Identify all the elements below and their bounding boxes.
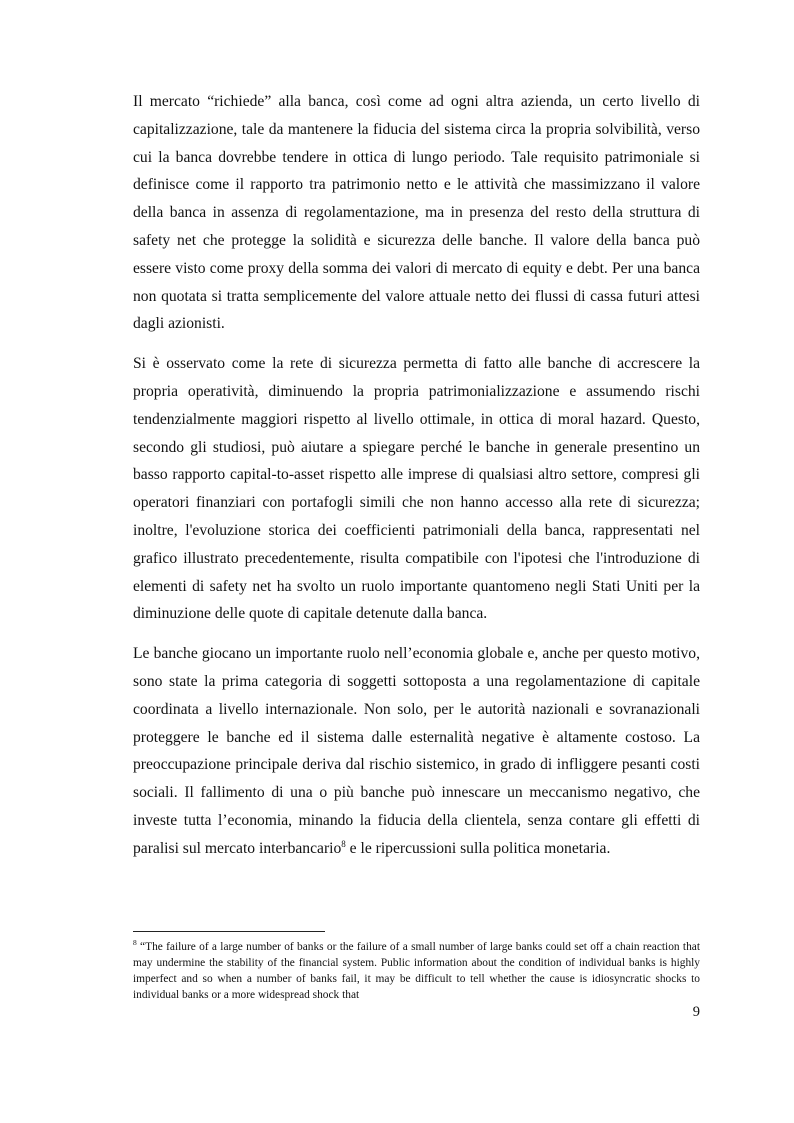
footnote — [133, 940, 700, 1004]
paragraph-capitalization: Il mercato “richiede” alla banca, così come ad ogni altra azienda, un certo livello di capitalizzazione, tale da mantenere la fiducia del sistema circa la propria solvibilità, verso cui la banca dovrebbe tendere in ottica di lungo periodo. Tale requisito patrimoniale si definisce come il rapporto tra patrimonio netto e le attività che massimizzano il valore della banca in assenza di regolamentazione, ma in presenza del resto della struttura di safety net che protegge la solidità e sicurezza delle banche. Il valore della banca può essere visto come proxy della somma dei valori di mercato di equity e debt. Per una banca non quotata si tratta semplicemente del valore attuale netto dei flussi di cassa futuri attesi dagli azionisti. — [133, 93, 700, 333]
page-number: 9 — [692, 1004, 700, 1020]
paragraph-safety-net: Si è osservato come la rete di sicurezza permetta di fatto alle banche di accrescere la propria operatività, diminuendo la propria patrimonializzazione e assumendo rischi tendenzialmente maggiori rispetto al livello ottimale, in ottica di moral hazard. Questo, secondo gli studiosi, può aiutare a spiegare perché le banche in generale presentino un basso rapporto capital-to-asset rispetto alle imprese di qualsiasi altro settore, compresi gli operatori finanziari con portafogli simili che non hanno accesso alla rete di sicurezza; inoltre, l'evoluzione storica dei coefficienti patrimoniali della banca, rappresentati nel grafico illustrato precedentemente, risulta compatibile con l'ipotesi che l'introduzione di elementi di safety net ha svolto un ruolo importante quantomeno negli Stati Uniti per la diminuzione delle quote di capitale detenute dalla banca. — [133, 355, 700, 623]
footnote-divider — [133, 931, 325, 932]
paragraph-systemic-risk-text-end: e le ripercussioni sulla politica monetaria. — [345, 839, 611, 857]
body-text — [133, 88, 700, 875]
paragraph-systemic-risk-text: Le banche giocano un importante ruolo nell’economia globale e, anche per questo motivo, sono state la prima categoria di soggetti sottoposta a una regolamentazione di capitale coordinata a livello internazionale. Non solo, per le autorità nazionali e sovranazionali proteggere le banche ed il sistema dalle esternalità negative è altamente costoso. La preoccupazione principale deriva dal rischio sistemico, in grado di infliggere pesanti costi sociali. Il fallimento di una o più banche può innescare un meccanismo negativo, che investe tutta l’economia, minando la fiducia della clientela, senza contare gli effetti di paralisi sul mercato interbancario — [133, 645, 700, 857]
paragraph-systemic-risk — [133, 640, 700, 862]
footnote-marker: 8 — [133, 940, 137, 948]
footnote-text: “The failure of a large number of banks or the failure of a small number of large banks could set off a chain reaction that may undermine the stability of the financial system. Public information about the condition of individual banks is highly imperfect and so when a number of banks fail, it may be difficult to tell whether the cause is idiosyncratic shocks to individual banks or a more widespread shock that — [133, 941, 700, 1001]
footnote-reference: 8 — [341, 838, 346, 849]
